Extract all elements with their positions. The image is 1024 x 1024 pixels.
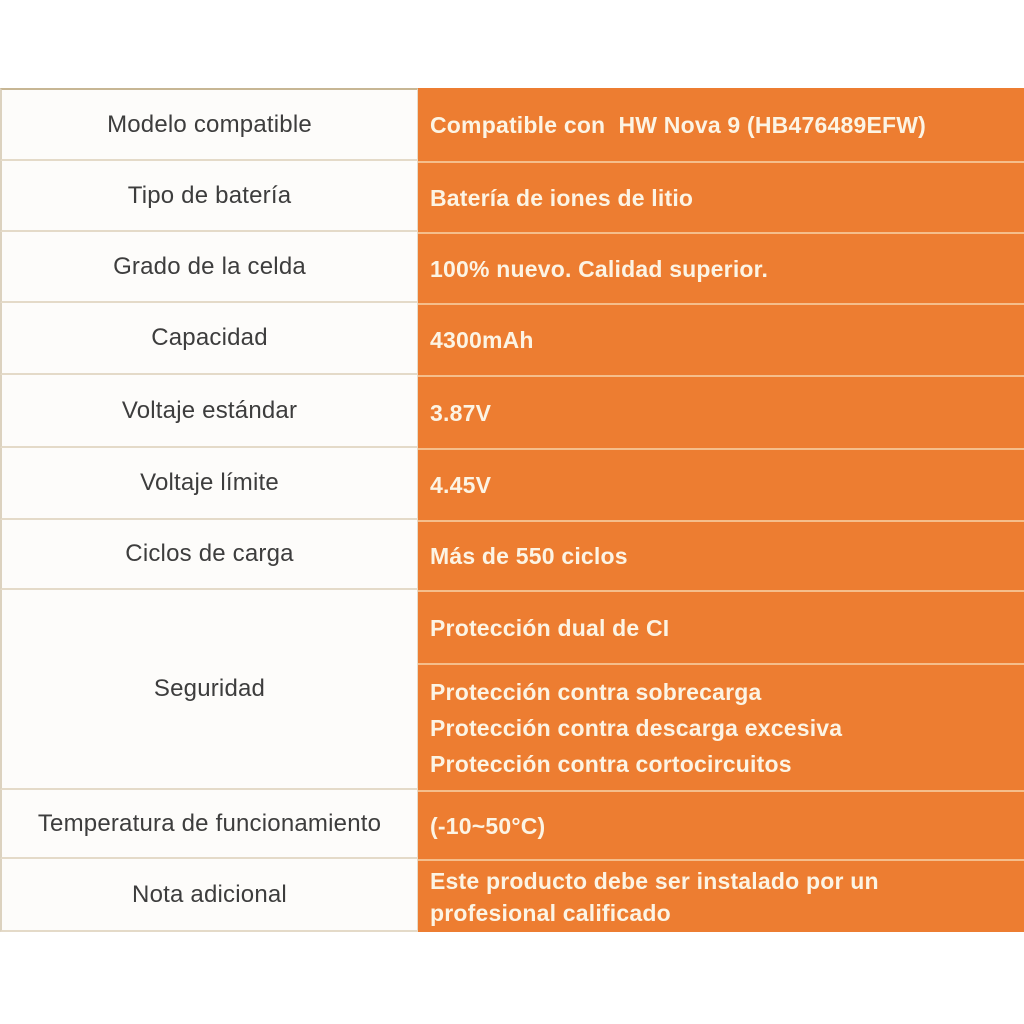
- spec-value-nota-adicional: Este producto debe ser instalado por un profesional calificado: [418, 859, 1024, 932]
- table-row: [0, 161, 1024, 232]
- spec-label-temperatura: Temperatura de funcionamiento: [0, 790, 418, 859]
- spec-value-proteccion-cortocircuitos: Protección contra cortocircuitos: [430, 750, 792, 777]
- spec-value-modelo-compatible: Compatible con HW Nova 9 (HB476489EFW): [418, 88, 1024, 161]
- spec-value-voltaje-estandar: 3.87V: [418, 375, 1024, 448]
- table-row: [0, 375, 1024, 448]
- table-row: [0, 448, 1024, 520]
- spec-value-seguridad-dual-ic: Protección dual de CI: [418, 592, 1024, 665]
- spec-value-capacidad: 4300mAh: [418, 303, 1024, 375]
- spec-label-ciclos-carga: Ciclos de carga: [0, 520, 418, 590]
- spec-value-ciclos-carga: Más de 550 ciclos: [418, 520, 1024, 590]
- table-row-seguridad: [0, 590, 1024, 790]
- spec-value-proteccion-sobrecarga: Protección contra sobrecarga: [430, 678, 762, 705]
- spec-value-tipo-bateria: Batería de iones de litio: [418, 161, 1024, 232]
- spec-label-seguridad: Seguridad: [0, 590, 418, 790]
- spec-value-temperatura: (-10~50°C): [418, 790, 1024, 859]
- spec-value-voltaje-limite: 4.45V: [418, 448, 1024, 520]
- spec-label-nota-adicional: Nota adicional: [0, 859, 418, 932]
- table-row: [0, 303, 1024, 375]
- table-row: [0, 232, 1024, 303]
- spec-value-grado-celda: 100% nuevo. Calidad superior.: [418, 232, 1024, 303]
- table-row: [0, 520, 1024, 590]
- table-row: [0, 859, 1024, 932]
- table-row: [0, 790, 1024, 859]
- battery-spec-table: [0, 88, 1024, 932]
- spec-label-grado-celda: Grado de la celda: [0, 232, 418, 303]
- spec-value-seguridad: [418, 590, 1024, 790]
- spec-label-modelo-compatible: Modelo compatible: [0, 88, 418, 161]
- spec-value-seguridad-protections: [418, 665, 1024, 790]
- table-row: [0, 88, 1024, 161]
- spec-value-proteccion-descarga: Protección contra descarga excesiva: [430, 714, 843, 741]
- spec-label-voltaje-limite: Voltaje límite: [0, 448, 418, 520]
- spec-label-capacidad: Capacidad: [0, 303, 418, 375]
- spec-label-voltaje-estandar: Voltaje estándar: [0, 375, 418, 448]
- spec-label-tipo-bateria: Tipo de batería: [0, 161, 418, 232]
